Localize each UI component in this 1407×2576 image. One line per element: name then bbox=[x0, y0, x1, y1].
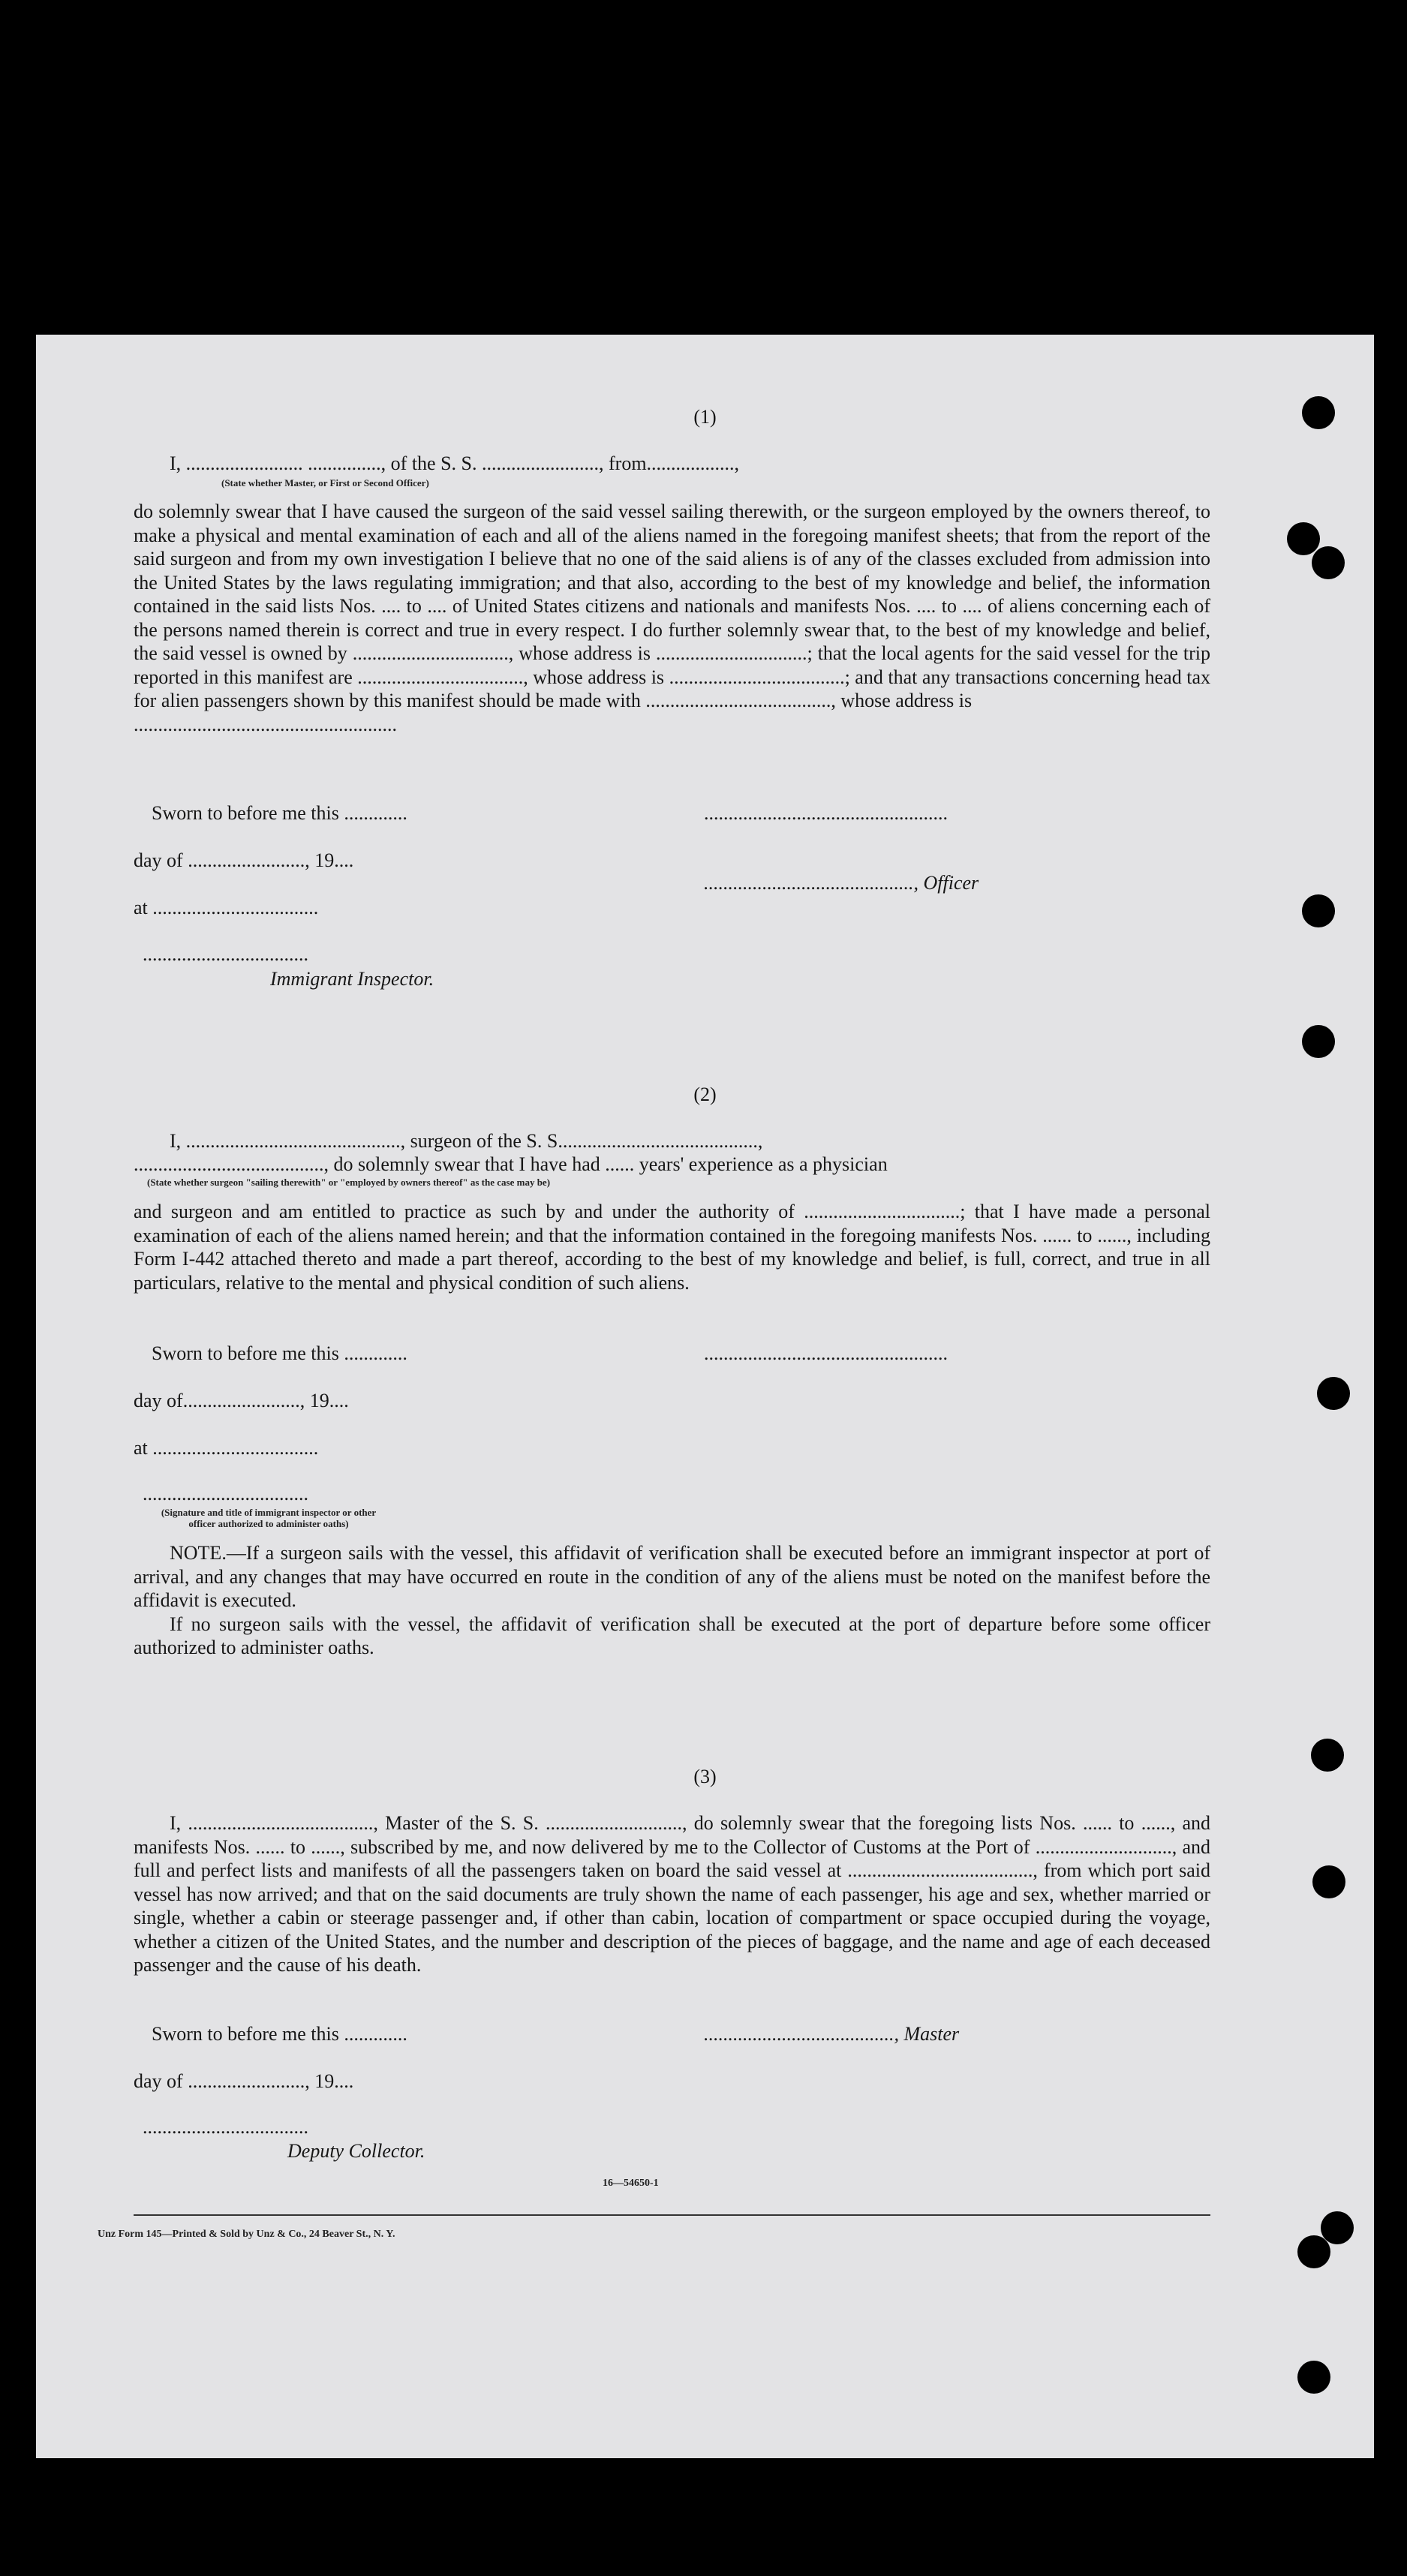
punch-hole bbox=[1302, 894, 1335, 927]
note-no-surgeon: If no surgeon sails with the vessel, the affidavit of verification shall be executed at the port of departure before some officer authorized to administer oaths. bbox=[134, 1613, 1210, 1658]
punch-hole bbox=[1317, 1377, 1350, 1410]
section-2-number: (2) bbox=[693, 1084, 717, 1105]
collector-signature-dots: .................................. bbox=[143, 2116, 308, 2138]
section-1-day: day of ........................, 19.... bbox=[134, 849, 354, 871]
inspector-signature-dots: .................................. bbox=[143, 943, 308, 965]
section-3-oath-text: I, ......................................, Master of the S. S. ............................, do solemnly swear that the foregoing lists Nos. ...... to ......, and manifests Nos. ...... to ......, subscribed by me, and now delivered by me to the Collector of Customs at the Port of ............................, and full and perfect lists and manifests of all the passengers taken on board the said vessel at ......................................, from which port said vessel has now arrived; and that on the said documents are truly shown the name of each passenger, his age and sex, whether married or single, whether a cabin or steerage passenger and, if other than cabin, location of compartment or space occupied during the voyage, whether a citizen of the United States, and the number and description of the pieces of baggage, and the name and age of each deceased passenger and the cause of his death. bbox=[134, 1812, 1210, 1976]
printer-footer: Unz Form 145—Printed & Sold by Unz & Co., 24 Beaver St., N. Y. bbox=[98, 2229, 395, 2240]
punch-hole bbox=[1297, 2361, 1330, 2394]
section-1-oath-text: do solemnly swear that I have caused the surgeon of the said vessel sailing therewith, or the surgeon employed by the owners thereof, to make a physical and mental examination of each and all of the aliens named in the foregoing manifest sheets; that from the report of the said surgeon and from my own investigation I believe that no one of the said aliens is of any of the classes excluded from admission into the United States by the laws regulating immigration; and that also, according to the best of my knowledge and belief, the information contained in the said lists Nos. .... to .... of United States citizens and nationals and manifests Nos. .... to .... of aliens concerning each of the persons named therein is correct and true in every respect. I do further solemnly swear that, to the best of my knowledge and belief, the said vessel is owned by ................................, whose address is ...............................; that the local agents for the said vessel for the trip reported in this manifest are .................................., whose address is ....................................; and that any transactions concerning head tax for alien passengers shown by this manifest should be made with ......................................, whose address is bbox=[134, 500, 1210, 711]
section-1-oath-tail: ...................................................... bbox=[134, 713, 397, 735]
section-2-notes bbox=[134, 1541, 1210, 1660]
section-2-signature-left-dots: .................................. bbox=[143, 1483, 308, 1504]
deputy-collector-label: Deputy Collector. bbox=[287, 2140, 425, 2162]
master-signature-line: ......................................., Master bbox=[704, 2023, 960, 2045]
section-2-line-1: I, ............................................, surgeon of the S. S........................................., bbox=[170, 1130, 763, 1152]
officer-caption: (State whether Master, or First or Second Officer) bbox=[221, 477, 429, 488]
footer-rule bbox=[134, 2214, 1210, 2216]
section-1-at: at .................................. bbox=[134, 897, 319, 918]
section-1-paragraph bbox=[134, 500, 1210, 736]
section-2-sworn: Sworn to before me this ............. bbox=[152, 1342, 407, 1364]
section-2-line-2: ......................................., do solemnly swear that I have had ...... years' experience as a physician bbox=[134, 1153, 888, 1175]
section-2-day: day of........................, 19.... bbox=[134, 1390, 349, 1411]
punch-hole bbox=[1297, 2235, 1330, 2268]
section-3-sworn: Sworn to before me this ............. bbox=[152, 2023, 407, 2045]
section-2-oath-text: and surgeon and am entitled to practice as such by and under the authority of ................................; that I have made a personal examination of each of the aliens named herein; and that the information contained in the foregoing manifests Nos. ...... to ......, including Form I-442 attached thereto and made a part thereof, according to the best of my knowledge and belief, is full, correct, and true in all particulars, relative to the mental and physical condition of such aliens. bbox=[134, 1201, 1210, 1294]
form-sheet bbox=[36, 335, 1374, 2458]
section-2-paragraph bbox=[134, 1200, 1210, 1294]
punch-hole bbox=[1321, 2211, 1354, 2244]
immigrant-inspector-label: Immigrant Inspector. bbox=[270, 968, 434, 990]
surgeon-caption: (State whether surgeon "sailing therewith" or "employed by owners thereof" as the case may be) bbox=[147, 1177, 551, 1188]
section-2-signature-dots: .................................................. bbox=[704, 1342, 948, 1364]
punch-hole bbox=[1302, 1025, 1335, 1058]
section-3-paragraph bbox=[134, 1811, 1210, 1977]
section-1-sworn: Sworn to before me this ............. bbox=[152, 802, 407, 824]
form-number: 16—54650-1 bbox=[603, 2178, 659, 2189]
section-3-day: day of ........................, 19.... bbox=[134, 2070, 354, 2092]
section-1-signature-dots: .................................................. bbox=[704, 802, 948, 824]
signature-title-caption: (Signature and title of immigrant inspector or other officer authorized to administer oaths) bbox=[161, 1507, 377, 1529]
note-surgeon-sails: NOTE.—If a surgeon sails with the vessel, this affidavit of verification shall be executed before an immigrant inspector at port of arrival, and any changes that may have occurred en route in the condition of any of the aliens must be noted on the manifest before the affidavit is executed. bbox=[134, 1542, 1210, 1611]
section-2-at: at .................................. bbox=[134, 1437, 319, 1459]
punch-hole bbox=[1312, 1865, 1345, 1898]
officer-signature-line: ..........................................., Officer bbox=[704, 872, 979, 894]
section-1-intro-line: I, ........................ ..............., of the S. S. ........................, from.................., bbox=[170, 452, 740, 474]
section-3-number: (3) bbox=[693, 1766, 717, 1787]
punch-hole bbox=[1312, 546, 1345, 579]
section-1-number: (1) bbox=[693, 406, 717, 428]
punch-hole bbox=[1287, 522, 1320, 555]
